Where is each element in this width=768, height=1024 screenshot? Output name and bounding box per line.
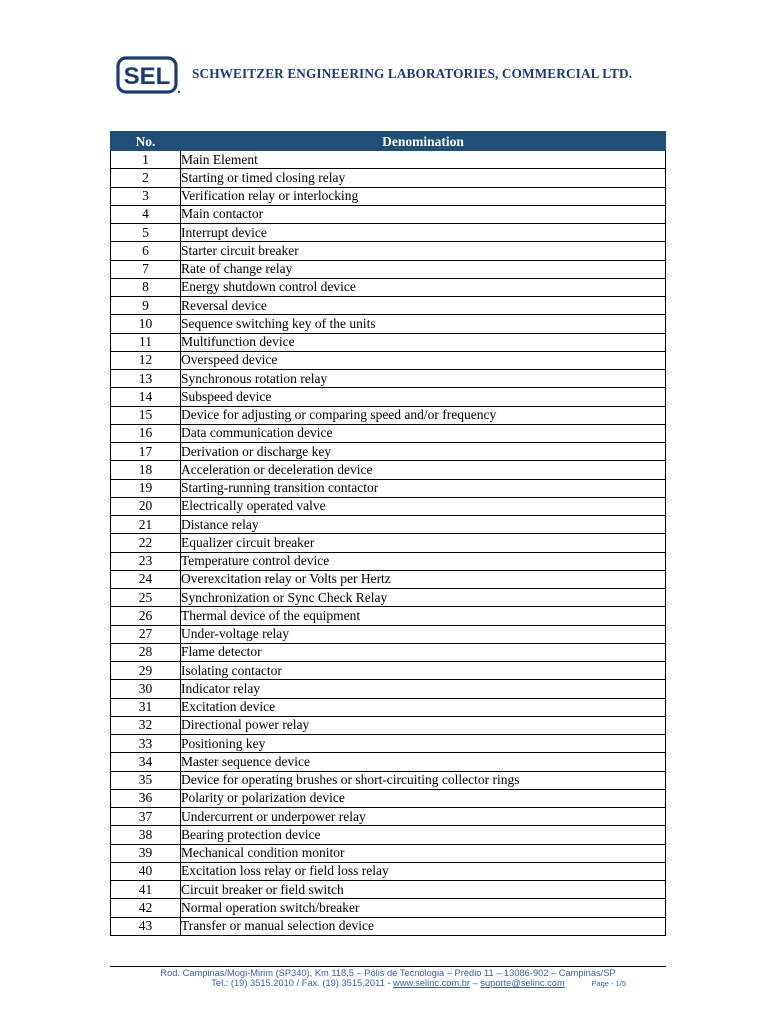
row-denomination: Distance relay: [181, 516, 666, 534]
page-number: Page - 1/5: [591, 979, 626, 988]
footer-address: Rod. Campinas/Mogi-Mirim (SP340), Km 118,5 – Pólis de Tecnologia – Prédio 11 – 13086-902 – Campinas/SP: [160, 968, 616, 978]
row-number: 9: [111, 297, 181, 315]
row-denomination: Subspeed device: [181, 388, 666, 406]
row-denomination: Flame detector: [181, 643, 666, 661]
row-number: 3: [111, 187, 181, 205]
table-row: [111, 771, 666, 789]
row-denomination: Energy shutdown control device: [181, 278, 666, 296]
table-row: [111, 552, 666, 570]
table-row: [111, 242, 666, 260]
table-row: [111, 406, 666, 424]
table-row: [111, 169, 666, 187]
row-denomination: Interrupt device: [181, 224, 666, 242]
table-row: [111, 534, 666, 552]
email-link[interactable]: suporte@selinc.com: [480, 978, 565, 988]
row-denomination: Device for operating brushes or short-circuiting collector rings: [181, 771, 666, 789]
row-number: 18: [111, 461, 181, 479]
row-number: 24: [111, 570, 181, 588]
row-number: 5: [111, 224, 181, 242]
row-number: 33: [111, 735, 181, 753]
row-denomination: Excitation device: [181, 698, 666, 716]
table-row: [111, 260, 666, 278]
row-number: 4: [111, 205, 181, 223]
row-denomination: Device for adjusting or comparing speed and/or frequency: [181, 406, 666, 424]
table-row: [111, 917, 666, 935]
row-number: 11: [111, 333, 181, 351]
row-denomination: Main Element: [181, 151, 666, 169]
table-row: [111, 479, 666, 497]
row-number: 20: [111, 497, 181, 515]
table-row: [111, 826, 666, 844]
table-row: [111, 753, 666, 771]
row-denomination: Temperature control device: [181, 552, 666, 570]
table-row: [111, 278, 666, 296]
row-number: 35: [111, 771, 181, 789]
row-denomination: Reversal device: [181, 297, 666, 315]
row-denomination: Verification relay or interlocking: [181, 187, 666, 205]
row-denomination: Master sequence device: [181, 753, 666, 771]
row-number: 42: [111, 899, 181, 917]
row-denomination: Derivation or discharge key: [181, 443, 666, 461]
row-number: 31: [111, 698, 181, 716]
row-number: 34: [111, 753, 181, 771]
document-footer: [110, 966, 666, 990]
table-row: [111, 187, 666, 205]
row-denomination: Starting or timed closing relay: [181, 169, 666, 187]
row-number: 30: [111, 680, 181, 698]
row-number: 12: [111, 351, 181, 369]
row-denomination: Bearing protection device: [181, 826, 666, 844]
row-number: 28: [111, 643, 181, 661]
row-number: 32: [111, 716, 181, 734]
row-denomination: Undercurrent or underpower relay: [181, 808, 666, 826]
table-row: [111, 844, 666, 862]
row-number: 10: [111, 315, 181, 333]
table-row: [111, 789, 666, 807]
row-number: 16: [111, 424, 181, 442]
logo-text: SEL: [123, 63, 171, 90]
row-number: 43: [111, 917, 181, 935]
row-number: 2: [111, 169, 181, 187]
row-denomination: Indicator relay: [181, 680, 666, 698]
footer-phone: Tel.: (19) 3515.2010 / Fax. (19) 3515.2011 -: [211, 978, 394, 988]
row-number: 21: [111, 516, 181, 534]
table-row: [111, 388, 666, 406]
row-denomination: Synchronous rotation relay: [181, 370, 666, 388]
row-denomination: Multifunction device: [181, 333, 666, 351]
table-row: [111, 662, 666, 680]
document-header: [116, 56, 676, 102]
row-number: 36: [111, 789, 181, 807]
company-name: SCHWEITZER ENGINEERING LABORATORIES, COMMERCIAL LTD.: [192, 66, 633, 81]
row-denomination: Thermal device of the equipment: [181, 607, 666, 625]
footer-separator: –: [470, 978, 481, 988]
row-denomination: Main contactor: [181, 205, 666, 223]
table-row: [111, 224, 666, 242]
row-denomination: Polarity or polarization device: [181, 789, 666, 807]
row-number: 19: [111, 479, 181, 497]
row-number: 23: [111, 552, 181, 570]
row-denomination: Isolating contactor: [181, 662, 666, 680]
table-row: [111, 333, 666, 351]
row-number: 15: [111, 406, 181, 424]
table-row: [111, 570, 666, 588]
row-denomination: Normal operation switch/breaker: [181, 899, 666, 917]
table-row: [111, 607, 666, 625]
table-row: [111, 461, 666, 479]
row-number: 27: [111, 625, 181, 643]
row-number: 40: [111, 862, 181, 880]
table-row: [111, 424, 666, 442]
row-denomination: Electrically operated valve: [181, 497, 666, 515]
row-denomination: Sequence switching key of the units: [181, 315, 666, 333]
row-number: 17: [111, 443, 181, 461]
footer-contact: [110, 978, 666, 990]
row-denomination: Circuit breaker or field switch: [181, 881, 666, 899]
row-denomination: Overexcitation relay or Volts per Hertz: [181, 570, 666, 588]
row-denomination: Under-voltage relay: [181, 625, 666, 643]
table-header-row: [111, 132, 666, 151]
table-row: [111, 881, 666, 899]
row-denomination: Overspeed device: [181, 351, 666, 369]
row-number: 7: [111, 260, 181, 278]
row-number: 26: [111, 607, 181, 625]
row-denomination: Acceleration or deceleration device: [181, 461, 666, 479]
table-row: [111, 516, 666, 534]
row-number: 6: [111, 242, 181, 260]
table-row: [111, 625, 666, 643]
table-row: [111, 315, 666, 333]
table-row: [111, 808, 666, 826]
device-table: [110, 131, 666, 936]
row-denomination: Transfer or manual selection device: [181, 917, 666, 935]
row-number: 37: [111, 808, 181, 826]
row-number: 14: [111, 388, 181, 406]
header-no: No.: [111, 132, 181, 151]
table-row: [111, 205, 666, 223]
row-number: 13: [111, 370, 181, 388]
website-link[interactable]: www.selinc.com.br: [393, 978, 470, 988]
table-row: [111, 735, 666, 753]
row-number: 41: [111, 881, 181, 899]
row-number: 38: [111, 826, 181, 844]
table-row: [111, 151, 666, 169]
row-denomination: Synchronization or Sync Check Relay: [181, 589, 666, 607]
table-row: [111, 698, 666, 716]
row-denomination: Rate of change relay: [181, 260, 666, 278]
row-denomination: Starter circuit breaker: [181, 242, 666, 260]
row-denomination: Directional power relay: [181, 716, 666, 734]
row-number: 29: [111, 662, 181, 680]
sel-logo: [116, 56, 180, 94]
row-denomination: Positioning key: [181, 735, 666, 753]
row-denomination: Equalizer circuit breaker: [181, 534, 666, 552]
table-row: [111, 443, 666, 461]
table-row: [111, 862, 666, 880]
row-number: 25: [111, 589, 181, 607]
table-row: [111, 680, 666, 698]
table-row: [111, 716, 666, 734]
row-number: 22: [111, 534, 181, 552]
row-denomination: Excitation loss relay or field loss relay: [181, 862, 666, 880]
row-number: 39: [111, 844, 181, 862]
table-row: [111, 297, 666, 315]
table-row: [111, 589, 666, 607]
row-number: 8: [111, 278, 181, 296]
row-denomination: Starting-running transition contactor: [181, 479, 666, 497]
row-denomination: Mechanical condition monitor: [181, 844, 666, 862]
table-row: [111, 351, 666, 369]
row-denomination: Data communication device: [181, 424, 666, 442]
table-row: [111, 899, 666, 917]
table-row: [111, 497, 666, 515]
header-denomination: Denomination: [181, 132, 666, 151]
row-number: 1: [111, 151, 181, 169]
table-row: [111, 370, 666, 388]
table-row: [111, 643, 666, 661]
